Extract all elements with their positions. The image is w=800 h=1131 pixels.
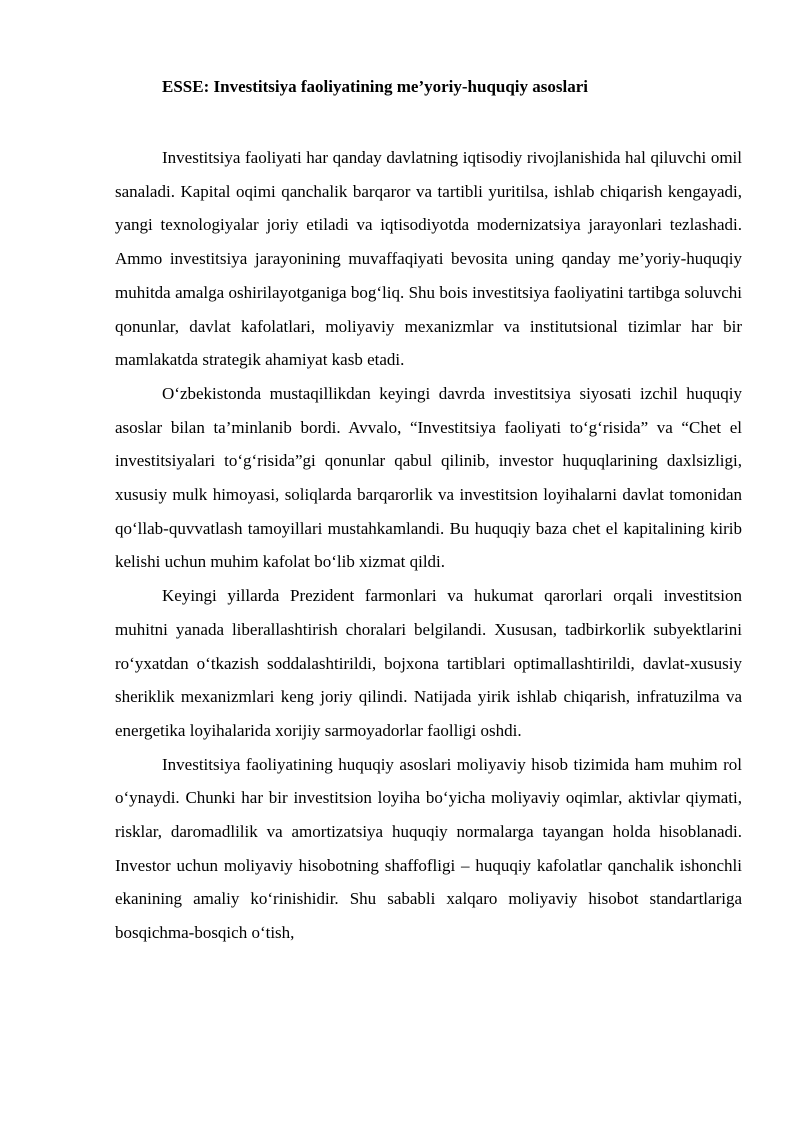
essay-title: ESSE: Investitsiya faoliyatining me’yoriy-huquqiy asoslari xyxy=(162,77,589,96)
essay-body xyxy=(115,141,742,950)
paragraph-4: Investitsiya faoliyatining huquqiy asoslari moliyaviy hisob tizimida ham muhim rol o‘ynaydi. Chunki har bir investitsion loyiha bo‘yicha moliyaviy oqimlar, aktivlar qiymati, risklar, daromadlilik va amortizatsiya huquqiy normalarga tayangan holda hisoblanadi. Investor uchun moliyaviy hisobotning shaffofligi – huquqiy kafolatlar qanchalik ishonchli ekanining amaliy ko‘rinishidir. Shu sababli xalqaro moliyaviy hisobot standartlariga bosqichma-bosqich o‘tish, xyxy=(115,754,742,943)
paragraph-2: O‘zbekistonda mustaqillikdan keyingi davrda investitsiya siyosati izchil huquqiy asoslar bilan ta’minlanib bordi. Avvalo, “Investitsiya faoliyati to‘g‘risida” va “Chet el investitsiyalari to‘g‘risida”gi qonunlar qabul qilinib, investor huquqlarining daxlsizligi, xususiy mulk himoyasi, soliqlarda barqarorlik va investitsion loyihalarni davlat tomonidan qo‘llab-quvvatlash tamoyillari mustahkamlandi. Bu huquqiy baza chet el kapitalining kirib kelishi uchun muhim kafolat bo‘lib xizmat qildi. xyxy=(115,383,742,572)
paragraph-1: Investitsiya faoliyati har qanday davlatning iqtisodiy rivojlanishida hal qiluvchi omil sanaladi. Kapital oqimi qanchalik barqaror va tartibli yuritilsa, ishlab chiqarish kengayadi, yangi texnologiyalar joriy etiladi va iqtisodiyotda modernizatsiya jarayonlari tezlashadi. Ammo investitsiya jarayonining muvaffaqiyati bevosita uning qanday me’yoriy-huquqiy muhitda amalga oshirilayotganiga bog‘liq. Shu bois investitsiya faoliyatini tartibga soluvchi qonunlar, davlat kafolatlari, moliyaviy mexanizmlar va institutsional tizimlar har bir mamlakatda strategik ahamiyat kasb etadi. xyxy=(115,148,742,370)
paragraph-3: Keyingi yillarda Prezident farmonlari va hukumat qarorlari orqali investitsion muhitni yanada liberallashtirish choralari belgilandi. Xususan, tadbirkorlik subyektlarini ro‘yxatdan o‘tkazish soddalashtirildi, bojxona tartiblari optimallashtirildi, davlat-xususiy sheriklik mexanizmlari keng joriy qilindi. Natijada yirik ishlab chiqarish, infratuzilma va energetika loyihalarida xorijiy sarmoyadorlar faolligi oshdi. xyxy=(115,586,742,740)
